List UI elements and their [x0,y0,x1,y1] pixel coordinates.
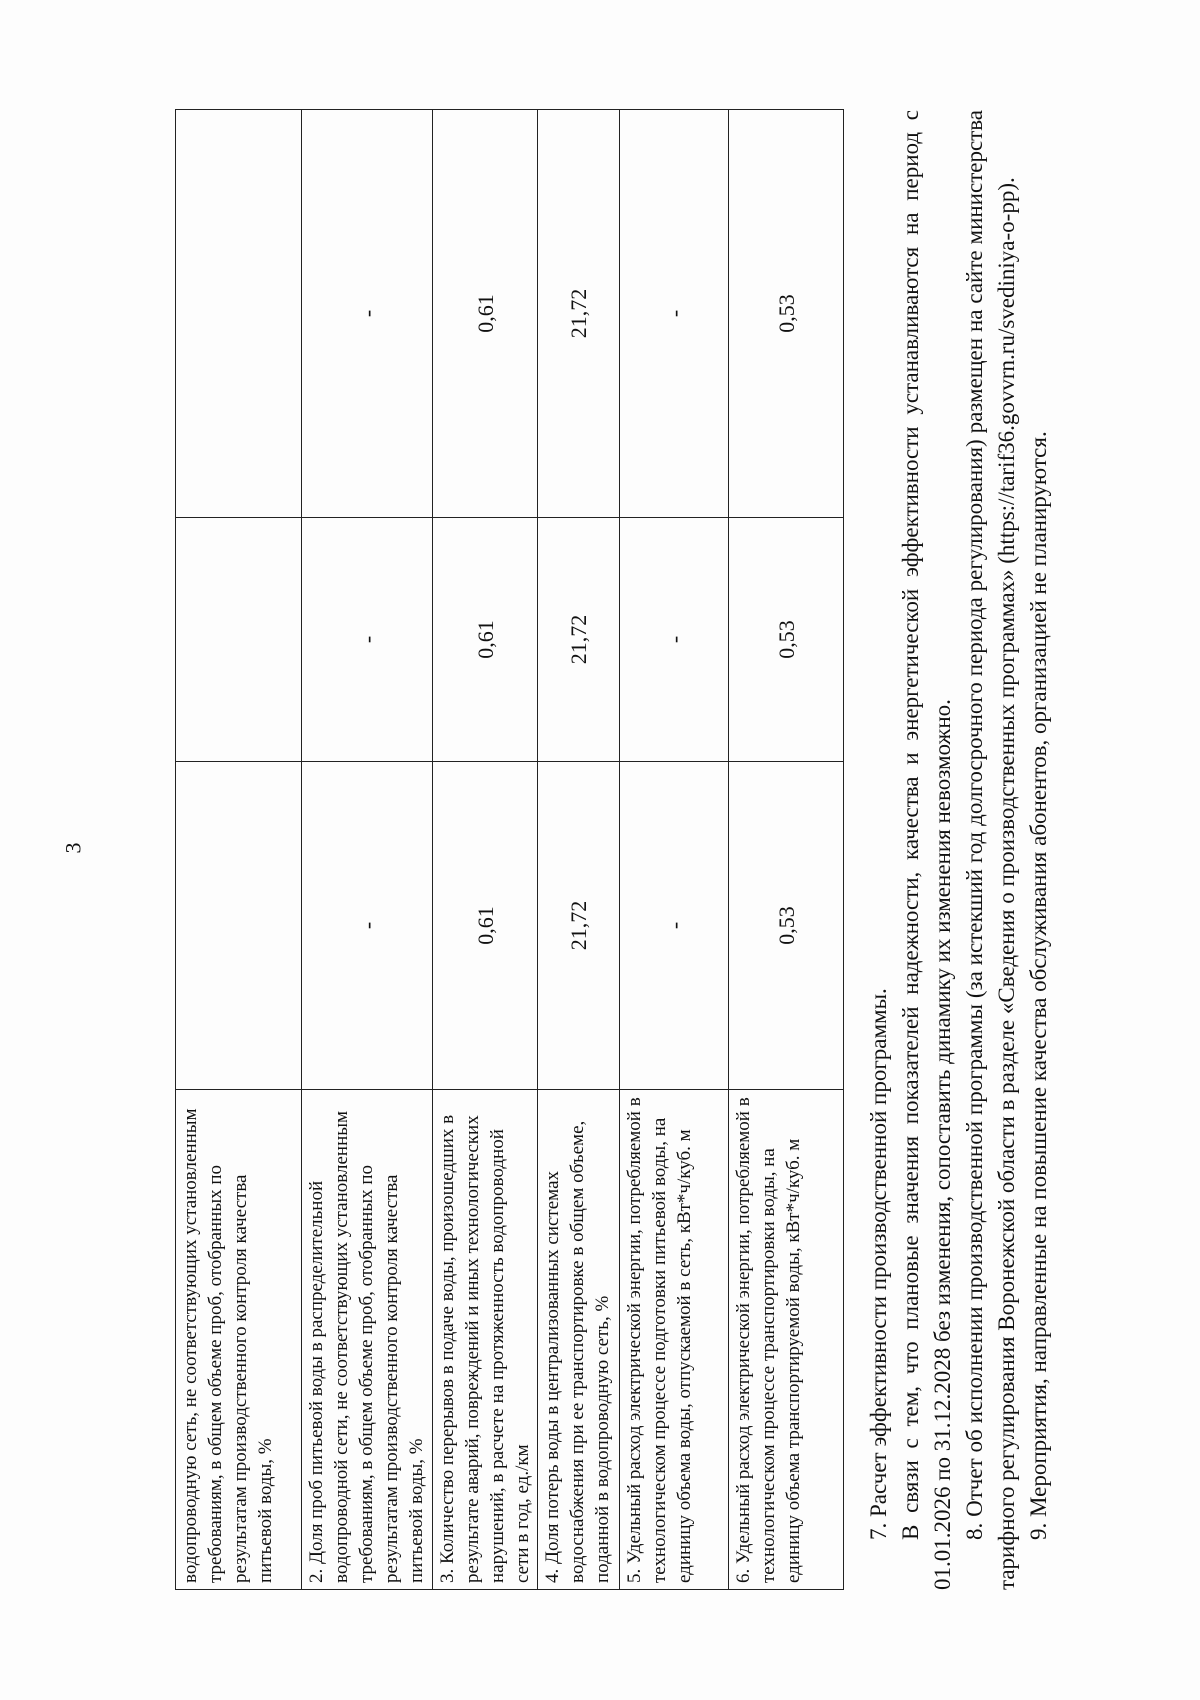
value-cell: 0,53 [729,762,844,1090]
paragraph-7-heading: 7. Расчет эффективности производственной программы. [866,988,891,1540]
value-cell: - [302,110,433,518]
value-cell: 0,61 [433,518,538,762]
value-cell: 21,72 [538,110,620,518]
landscape-content [175,110,1055,1590]
paragraph-9-text: 9. Мероприятия, направленные на повышение качества обслуживания абонентов, организацией не планируются. [1026,431,1051,1540]
indicator-cell: 3. Количество перерывов в подаче воды, произошедших в результате аварий, повреждений и иных технологических нарушений, в расчете на протяженность водопроводной сети в год, ед./км [433,1090,538,1590]
value-cell: 0,53 [729,518,844,762]
value-cell: 0,53 [729,110,844,518]
value-cell: - [620,518,729,762]
value-cell [176,762,302,1090]
indicator-cell: 5. Удельный расход электрической энергии, потребляемой в технологическом процессе подготовки питьевой воды, на единицу объема воды, отпускаемой в сеть, кВт*ч/куб. м [620,1090,729,1590]
value-cell [176,110,302,518]
table-row [302,110,433,1590]
indicators-table [175,109,844,1590]
value-cell: - [302,518,433,762]
value-cell: 0,61 [433,110,538,518]
table-row [538,110,620,1590]
value-cell: - [620,110,729,518]
indicator-cell: 2. Доля проб питьевой воды в распределительной водопроводной сети, не соответствующих установленным требованиям, в общем объеме проб, отобранных по результатам производственного контроля качества питьевой воды, % [302,1090,433,1590]
page-number: 3 [60,842,86,854]
indicator-cell: 6. Удельный расход электрической энергии, потребляемой в технологическом процессе транспортировки воды, на единицу объема транспортируемой воды, кВт*ч/куб. м [729,1090,844,1590]
paragraph-7-text: В связи с тем, что плановые значения показателей надежности, качества и энергетической эффективности устанавливаются на период с 01.01.2026 по 31.12.2028 без изменения, сопоставить динамику их изменения невозможно. [898,110,955,1590]
value-cell: 21,72 [538,762,620,1090]
table-row [433,110,538,1590]
indicators-table-wrap [175,110,844,1590]
indicator-cell: водопроводную сеть, не соответствующих установленным требованиям, в общем объеме проб, отобранных по результатам производственного контроля качества питьевой воды, % [176,1090,302,1590]
value-cell [176,518,302,762]
table-row [620,110,729,1590]
value-cell: - [302,762,433,1090]
table-row [729,110,844,1590]
value-cell: 0,61 [433,762,538,1090]
indicator-cell: 4. Доля потерь воды в централизованных системах водоснабжения при ее транспортировке в общем объеме, поданной в водопроводную сеть, % [538,1090,620,1590]
value-cell: - [620,762,729,1090]
text-block [863,110,1055,1590]
table-row [176,110,302,1590]
paragraph-8-text: 8. Отчет об исполнении производственной программы (за истекший год долгосрочного периода регулирования) размещен на сайте министерства тарифного регулирования Воронежской области в разделе «Сведения о производственных программах» (https://tarif36.govvrn.ru/svediniya-o-pp). [962,110,1019,1590]
value-cell: 21,72 [538,518,620,762]
